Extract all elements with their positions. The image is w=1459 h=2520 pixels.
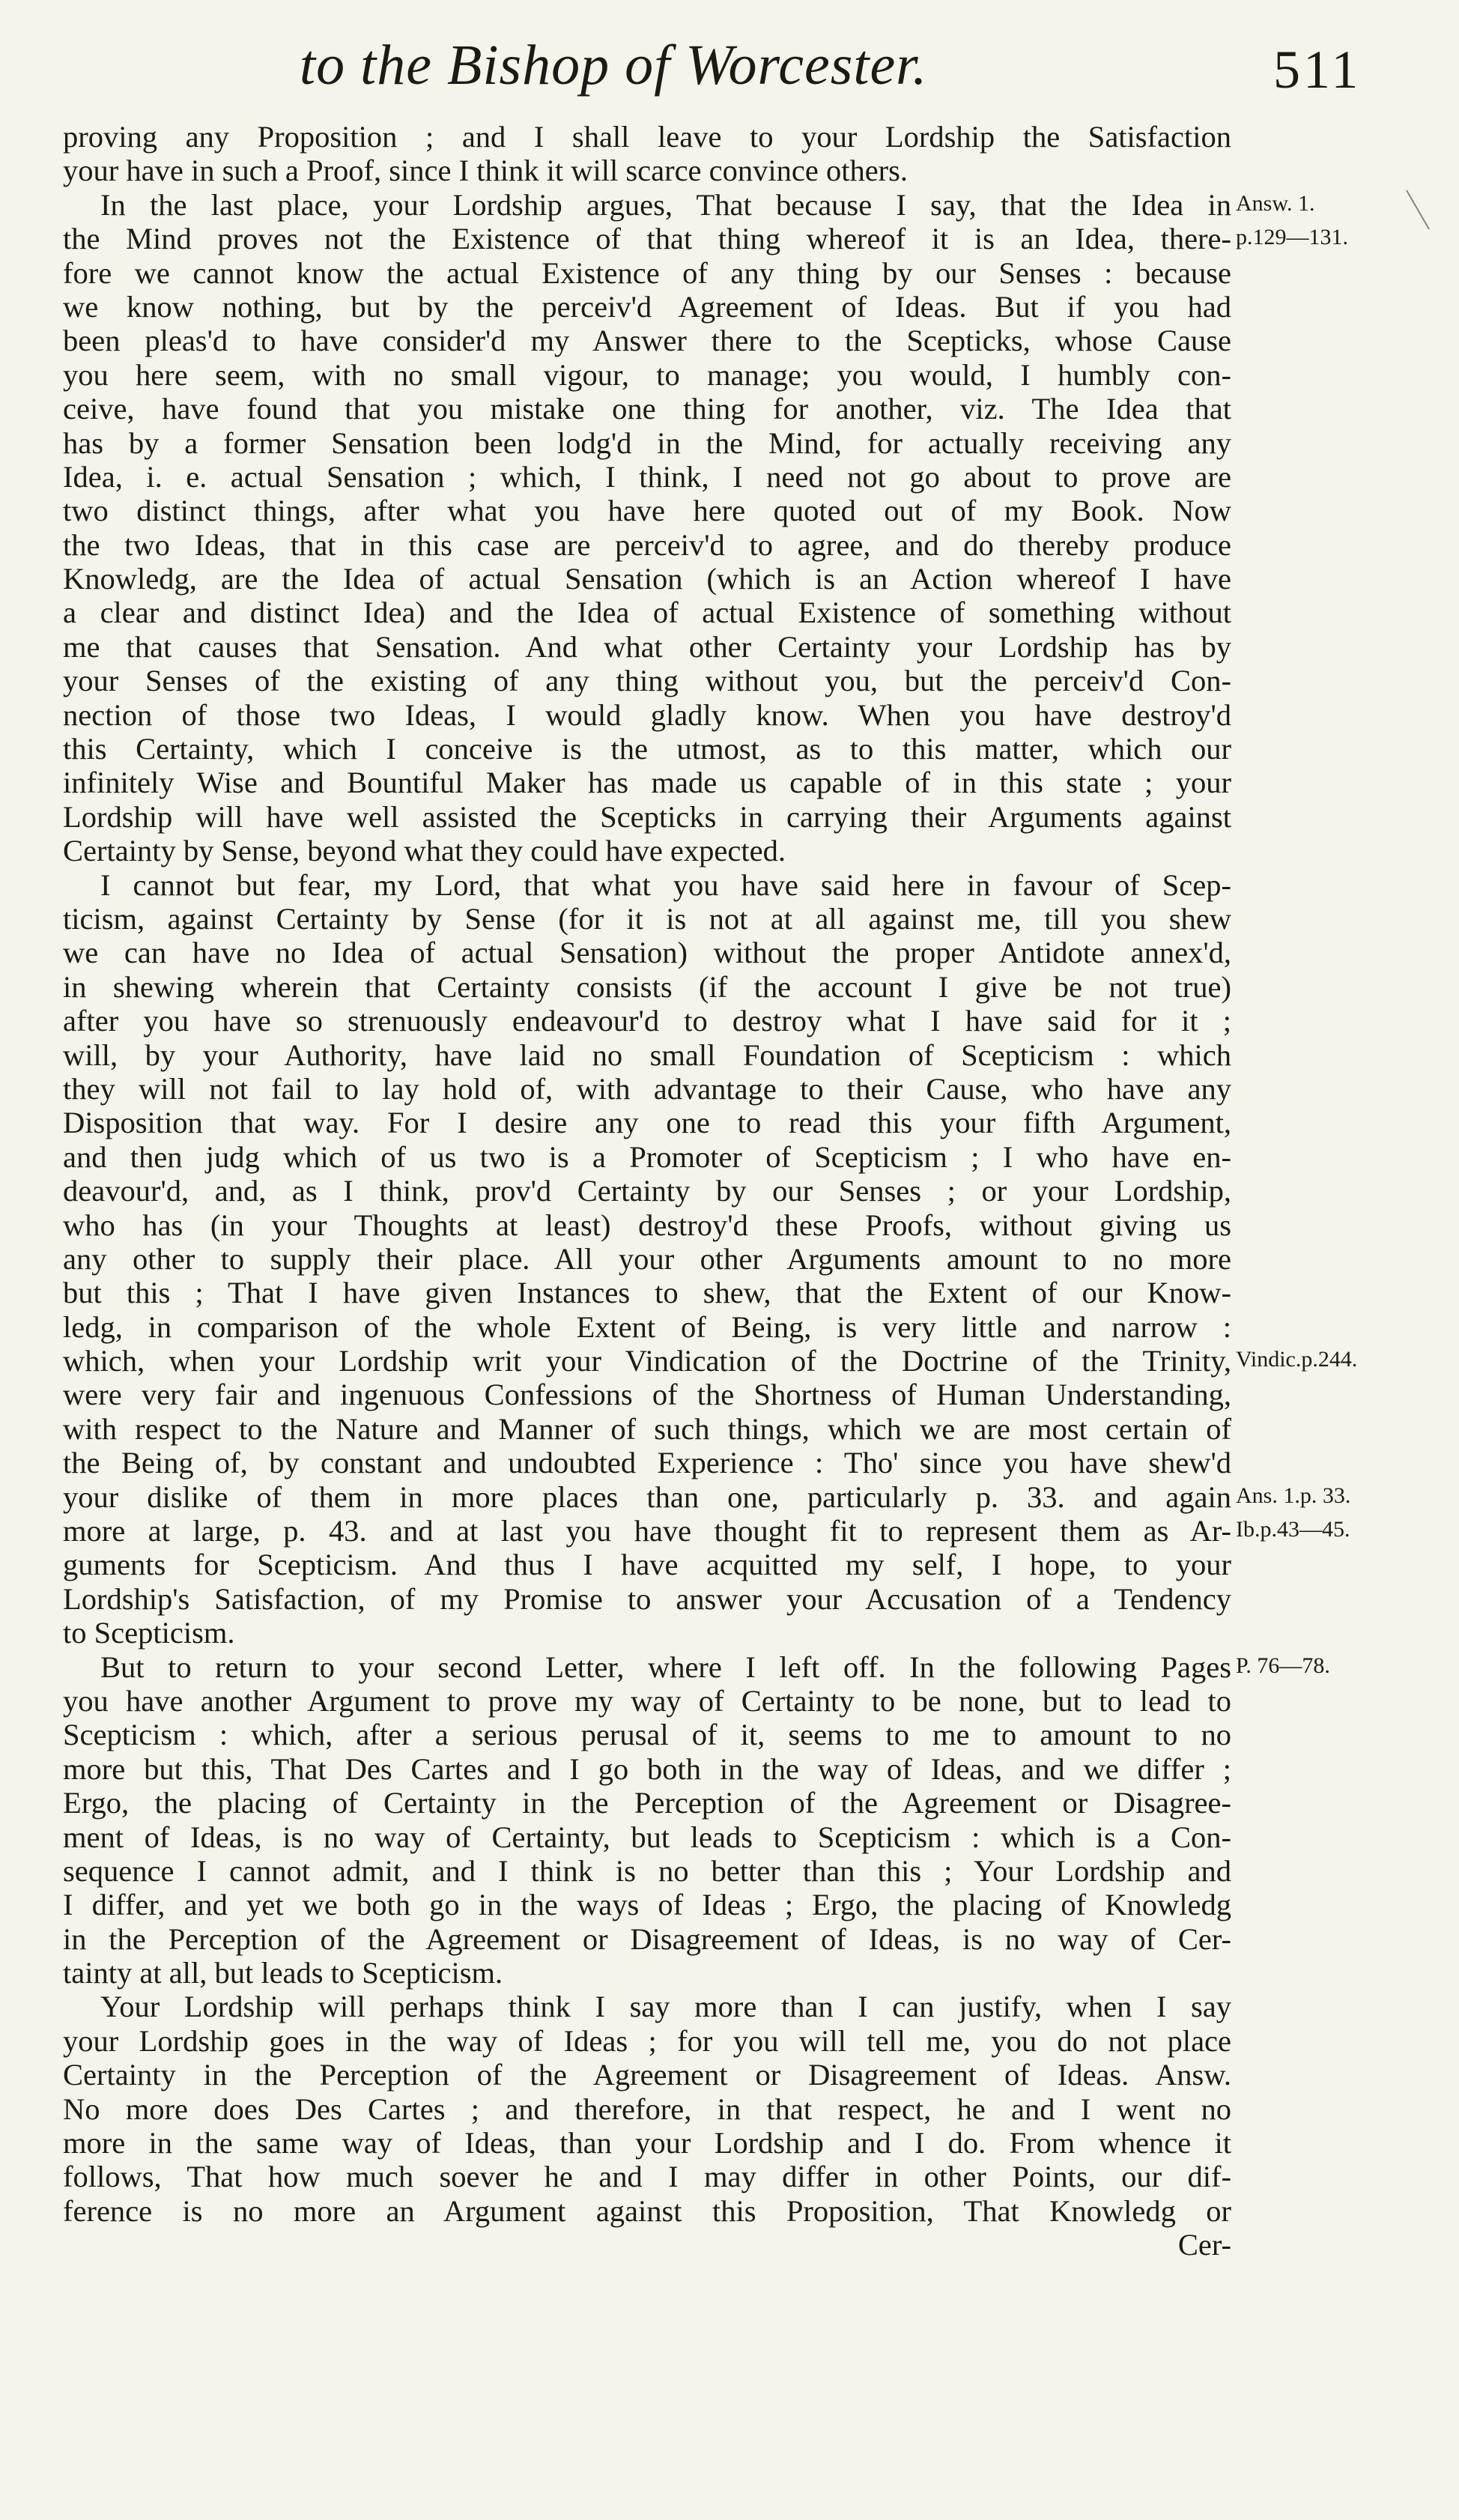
text-line: Disposition that way. For I desire any one to read this your fifth Argument, [63,1106,1231,1140]
text-line: were very fair and ingenuous Confessions of the Shortness of Human Understanding, [63,1378,1231,1412]
text-line: who has (in your Thoughts at least) destroy'd these Proofs, without giving us [63,1208,1231,1242]
text-line: No more does Des Cartes ; and therefore, in that respect, he and I went no [63,2092,1231,2126]
text-line: your Lordship goes in the way of Ideas ; for you will tell me, you do not place [63,2023,1231,2058]
text-line: they will not fail to lay hold of, with advantage to their Cause, who have any [63,1071,1231,1106]
text-line: I differ, and yet we both go in the ways of Ideas ; Ergo, the placing of Knowledg [63,1888,1231,1922]
text-line: your dislike of them in more places than one, particularly p. 33. and again [63,1479,1231,1514]
text-line: ledg, in comparison of the whole Extent of Being, is very little and narrow : [63,1309,1231,1344]
text-line: any other to supply their place. All your other Arguments amount to no more [63,1241,1231,1276]
text-line: proving any Proposition ; and I shall leave to your Lordship the Satisfaction [63,120,1231,154]
text-line: Lordship's Satisfaction, of my Promise to answer your Accusation of a Tendency [63,1581,1231,1616]
text-line: been pleas'd to have consider'd my Answer there to the Scepticks, whose Cause [63,324,1231,358]
text-line: the two Ideas, that in this case are perceiv'd to agree, and do thereby produce [63,527,1231,562]
text-line: ference is no more an Argument against this Proposition, That Knowledg or [63,2193,1231,2228]
text-line: your have in such a Proof, since I think it will scarce convince others. [63,154,909,188]
page-number: 511 [1273,40,1362,100]
text-line: tainty at all, but leads to Scepticism. [63,1956,503,1990]
text-line: Ergo, the placing of Certainty in the Perception of the Agreement or Disagree- [63,1786,1231,1820]
text-line: this Certainty, which I conceive is the utmost, as to this matter, which our [63,732,1231,766]
catchword: Cer- [1177,2228,1231,2262]
text-line: a clear and distinct Idea) and the Idea of actual Existence of something without [63,596,1231,630]
margin-note: Ans. 1.p. 33. [1236,1483,1351,1508]
text-line: In the last place, your Lordship argues, That because I say, that the Idea in [100,187,1231,222]
text-line: two distinct things, after what you have here quoted out of my Book. Now [63,494,1231,528]
margin-stroke-mark [1406,190,1430,230]
text-line: follows, That how much soever he and I may differ in other Points, our dif- [63,2160,1231,2194]
text-line: Idea, i. e. actual Sensation ; which, I think, I need not go about to prove are [63,459,1231,494]
text-line: guments for Scepticism. And thus I have acquitted my self, I hope, to your [63,1548,1231,1582]
text-line: you have another Argument to prove my way of Certainty to be none, but to lead to [63,1683,1231,1718]
margin-note: p.129—131. [1236,225,1348,250]
text-line: which, when your Lordship writ your Vindication of the Doctrine of the Trinity, [63,1344,1231,1378]
margin-note: P. 76—78. [1236,1653,1330,1678]
margin-note: Vindic.p.244. [1236,1347,1358,1372]
text-line: the Mind proves not the Existence of that thing whereof it is an Idea, there- [63,222,1231,256]
text-line: Certainty by Sense, beyond what they could have expected. [63,834,786,868]
text-line: infinitely Wise and Bountiful Maker has made us capable of in this state ; your [63,766,1231,800]
text-line: Knowledg, are the Idea of actual Sensation (which is an Action whereof I have [63,562,1231,596]
text-line: ment of Ideas, is no way of Certainty, but leads to Scepticism : which is a Con- [63,1820,1231,1854]
text-line: nection of those two Ideas, I would gladly know. When you have destroy'd [63,697,1231,732]
text-line: deavour'd, and, as I think, prov'd Certainty by our Senses ; or your Lordship, [63,1174,1231,1208]
text-line: fore we cannot know the actual Existence of any thing by our Senses : because [63,255,1231,290]
text-line: to Scepticism. [63,1616,235,1650]
text-line: has by a former Sensation been lodg'd in the Mind, for actually receiving any [63,425,1231,460]
text-line: Certainty in the Perception of the Agreement or Disagreement of Ideas. Answ. [63,2058,1231,2092]
text-line: Lordship will have well assisted the Scepticks in carrying their Arguments against [63,799,1231,834]
text-line: your Senses of the existing of any thing without you, but the perceiv'd Con- [63,664,1231,698]
text-line: we know nothing, but by the perceiv'd Agreement of Ideas. But if you had [63,289,1231,324]
text-line: in the Perception of the Agreement or Disagreement of Ideas, is no way of Cer- [63,1921,1231,1956]
text-line: I cannot but fear, my Lord, that what you have said here in favour of Scep- [100,867,1231,902]
text-line: but this ; That I have given Instances to shew, that the Extent of our Know- [63,1276,1231,1310]
body-text [63,120,1231,2262]
text-line: in shewing wherein that Certainty consists (if the account I give be not true) [63,969,1231,1004]
text-line: Your Lordship will perhaps think I say more than I can justify, when I say [100,1990,1231,2024]
text-line: with respect to the Nature and Manner of such things, which we are most certain of [63,1411,1231,1446]
text-line: sequence I cannot admit, and I think is no better than this ; Your Lordship and [63,1853,1231,1888]
text-line: after you have so strenuously endeavour'd to destroy what I have said for it ; [63,1004,1231,1038]
margin-note: Ib.p.43—45. [1236,1517,1350,1542]
text-line: we can have no Idea of actual Sensation) without the proper Antidote annex'd, [63,936,1231,970]
margin-note: Answ. 1. [1236,190,1315,216]
text-line: more but this, That Des Cartes and I go both in the way of Ideas, and we differ ; [63,1751,1231,1786]
text-line: will, by your Authority, have laid no small Foundation of Scepticism : which [63,1038,1231,1072]
text-line: and then judg which of us two is a Promoter of Scepticism ; I who have en- [63,1139,1231,1174]
text-line: me that causes that Sensation. And what other Certainty your Lordship has by [63,629,1231,664]
page-header [0,33,1459,123]
text-line: But to return to your second Letter, where I left off. In the following Pages [100,1650,1231,1684]
text-line: the Being of, by constant and undoubted Experience : Tho' since you have shew'd [63,1446,1231,1480]
text-line: ticism, against Certainty by Sense (for it is not at all against me, till you shew [63,901,1231,936]
text-line: more at large, p. 43. and at last you have thought fit to represent them as Ar- [63,1514,1231,1548]
text-line: ceive, have found that you mistake one thing for another, viz. The Idea that [63,392,1231,426]
text-line: you here seem, with no small vigour, to manage; you would, I humbly con- [63,357,1231,392]
text-line: more in the same way of Ideas, than your Lordship and I do. From whence it [63,2126,1231,2160]
text-line: Scepticism : which, after a serious perusal of it, seems to me to amount to no [63,1718,1231,1752]
running-title: to the Bishop of Worcester. [300,34,928,97]
